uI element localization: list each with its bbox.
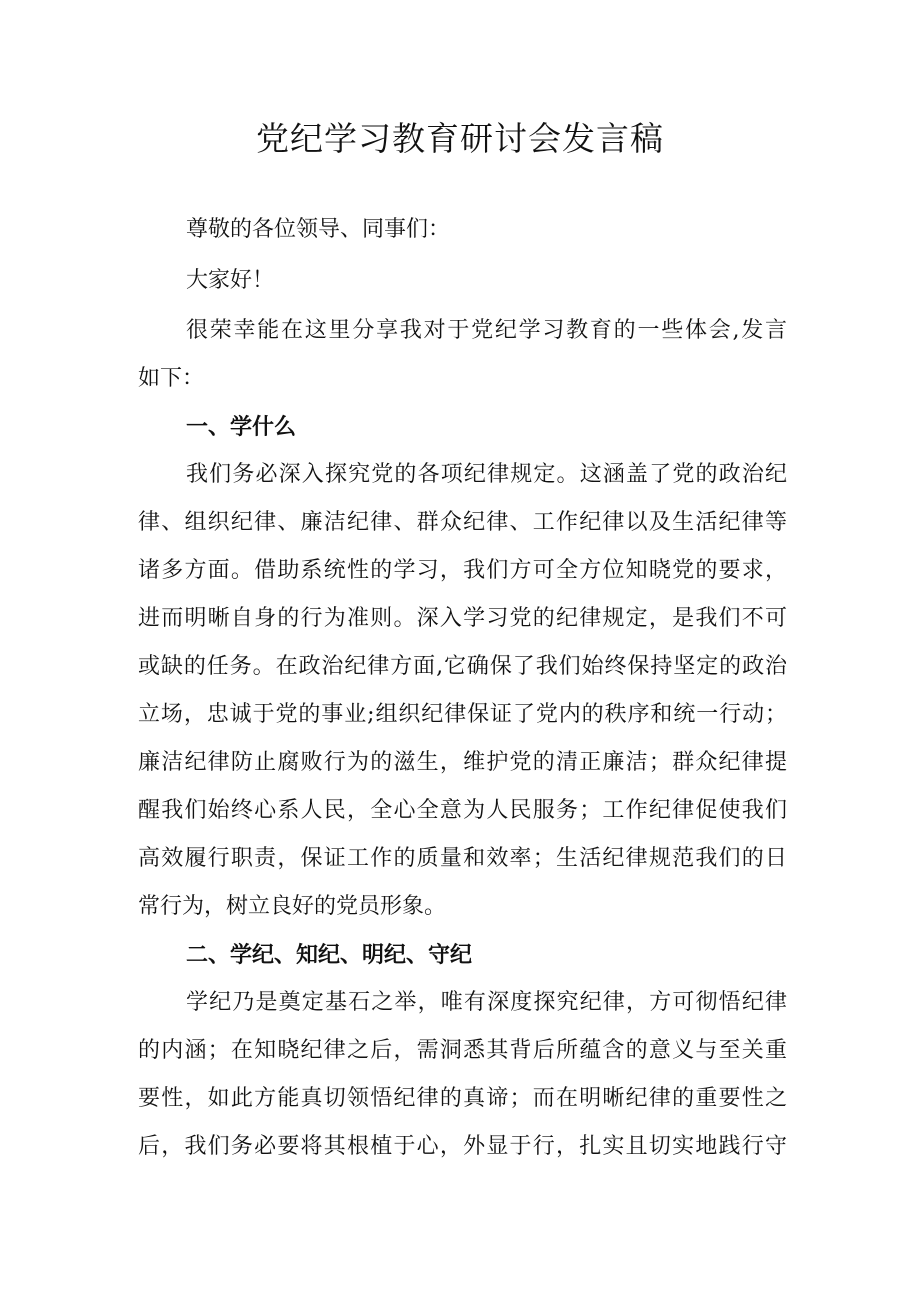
- section-1-line-7: 廉洁纪律防止腐败行为的滋生，维护党的清正廉洁；群众纪律提: [138, 750, 787, 775]
- section-2-line-1: 学纪乃是奠定基石之举，唯有深度探究纪律，方可彻悟纪律: [186, 990, 787, 1015]
- section-1-line-5: 或缺的任务。在政治纪律方面,它确保了我们始终保持坚定的政治: [138, 654, 787, 679]
- salutation: 尊敬的各位领导、同事们：: [186, 217, 451, 242]
- section-1-line-10: 常行为，树立良好的党员形象。: [138, 894, 447, 919]
- section-1-line-2: 律、组织纪律、廉洁纪律、群众纪律、工作纪律以及生活纪律等: [138, 510, 787, 535]
- section-2-line-4: 后，我们务必要将其根植于心，外显于行，扎实且切实地践行守: [138, 1134, 787, 1159]
- section-1-line-9: 高效履行职责，保证工作的质量和效率；生活纪律规范我们的日: [138, 846, 787, 871]
- section-2-line-2: 的内涵；在知晓纪律之后，需洞悉其背后所蕴含的意义与至关重: [138, 1038, 787, 1063]
- section-1-line-4: 进而明晰自身的行为准则。深入学习党的纪律规定，是我们不可: [138, 606, 787, 631]
- section-1-line-8: 醒我们始终心系人民，全心全意为人民服务；工作纪律促使我们: [138, 798, 787, 823]
- section-1-line-6: 立场，忠诚于党的事业;组织纪律保证了党内的秩序和统一行动；: [138, 702, 787, 727]
- intro-line-1: 很荣幸能在这里分享我对于党纪学习教育的一些体会,发言: [186, 318, 787, 343]
- document-title: 党纪学习教育研讨会发言稿: [256, 119, 664, 158]
- section-2-line-3: 要性，如此方能真切领悟纪律的真谛；而在明晰纪律的重要性之: [138, 1086, 787, 1111]
- section-1-heading: 一、学什么: [186, 414, 297, 440]
- section-2-heading: 二、学纪、知纪、明纪、守纪: [186, 942, 473, 968]
- greeting: 大家好！: [186, 268, 275, 293]
- section-1-line-1: 我们务必深入探究党的各项纪律规定。这涵盖了党的政治纪: [186, 462, 787, 487]
- section-1-line-3: 诸多方面。借助系统性的学习，我们方可全方位知晓党的要求，: [138, 558, 787, 583]
- intro-line-2: 如下：: [138, 366, 205, 391]
